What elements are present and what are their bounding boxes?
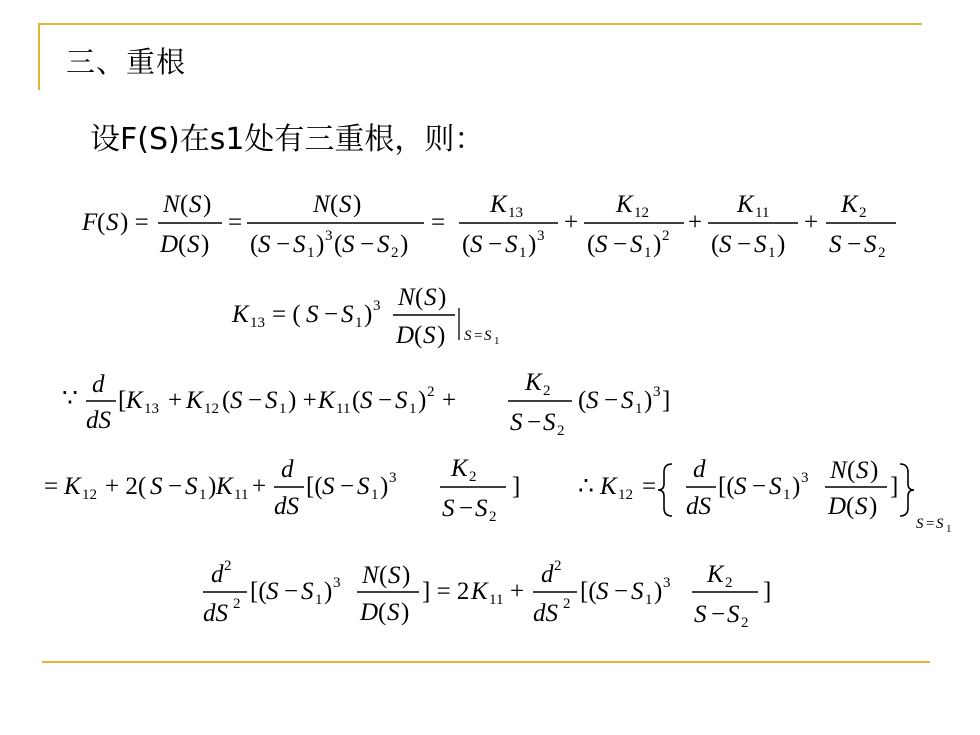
svg-text:K: K — [616, 191, 633, 218]
svg-text:(: ( — [846, 493, 855, 520]
svg-text:S: S — [339, 191, 352, 218]
svg-text:1: 1 — [768, 245, 776, 261]
formula-k12 — [0, 450, 980, 542]
svg-text:=: = — [474, 328, 483, 344]
svg-text:S: S — [185, 473, 198, 500]
svg-text:S: S — [230, 387, 243, 414]
svg-text:S: S — [769, 473, 782, 500]
svg-text:+: + — [804, 209, 819, 236]
svg-text:(: ( — [97, 209, 106, 236]
svg-text:(: ( — [330, 191, 339, 218]
svg-text:): ) — [208, 473, 217, 500]
svg-text:K: K — [186, 387, 203, 414]
svg-text:N: N — [163, 191, 180, 218]
svg-text:S: S — [187, 231, 200, 258]
svg-text:): ) — [402, 562, 411, 589]
svg-text:): ) — [418, 387, 427, 414]
svg-text:]: ] — [662, 387, 671, 414]
svg-text:K: K — [525, 369, 542, 396]
svg-text:S: S — [258, 231, 271, 258]
svg-text:1: 1 — [409, 401, 417, 417]
formula-f-expansion — [0, 180, 980, 270]
svg-text:(: ( — [180, 191, 189, 218]
svg-text:(: ( — [415, 284, 424, 311]
svg-text:=: = — [228, 209, 243, 236]
svg-text:(: ( — [578, 387, 587, 414]
svg-text:): ) — [528, 231, 537, 258]
svg-text:): ) — [380, 473, 389, 500]
svg-text:1: 1 — [371, 487, 379, 503]
svg-text:(: ( — [222, 387, 231, 414]
svg-text:S: S — [301, 578, 314, 605]
svg-text:(: ( — [352, 387, 361, 414]
svg-text:]: ] — [763, 578, 772, 605]
svg-text:S: S — [855, 493, 868, 520]
svg-text:S: S — [360, 387, 373, 414]
intro-text: 设F(S)在s1处有三重根，则： — [90, 122, 485, 157]
svg-text:): ) — [201, 231, 210, 258]
svg-text:1: 1 — [279, 401, 287, 417]
svg-text:12: 12 — [634, 205, 649, 221]
svg-text:): ) — [364, 301, 373, 328]
svg-text:[: [ — [118, 387, 127, 414]
svg-text:) +: ) + — [288, 387, 317, 414]
svg-text:1: 1 — [635, 401, 643, 417]
svg-text:−: − — [378, 387, 393, 414]
svg-text:2: 2 — [469, 469, 477, 485]
svg-text:S: S — [357, 473, 370, 500]
svg-text:1: 1 — [645, 592, 653, 608]
svg-text:K: K — [318, 387, 335, 414]
svg-text:=: = — [926, 516, 935, 532]
svg-text:2: 2 — [427, 384, 435, 400]
svg-text:1: 1 — [644, 245, 652, 261]
svg-text:+ 2(: + 2( — [105, 473, 147, 500]
svg-text:2: 2 — [662, 228, 670, 244]
svg-text:K: K — [471, 578, 488, 605]
svg-text:S: S — [342, 231, 355, 258]
svg-text:3: 3 — [373, 298, 381, 314]
svg-text:d: d — [92, 371, 105, 398]
svg-text:S: S — [423, 322, 436, 349]
svg-text:2: 2 — [391, 245, 399, 261]
svg-text:2: 2 — [725, 575, 733, 591]
svg-text:dS: dS — [686, 493, 711, 520]
svg-text:N: N — [830, 457, 847, 484]
svg-text:∴: ∴ — [578, 473, 594, 500]
svg-text:S: S — [293, 231, 306, 258]
formula-second-derivative — [0, 556, 980, 648]
svg-text:): ) — [653, 231, 662, 258]
svg-text:d: d — [541, 561, 554, 588]
svg-text:S: S — [388, 562, 401, 589]
svg-text:D: D — [396, 322, 415, 349]
svg-text:−: − — [360, 231, 375, 258]
svg-text:[(: [( — [718, 473, 735, 500]
svg-text:12: 12 — [82, 487, 97, 503]
svg-text:): ) — [401, 599, 410, 626]
svg-text:dS: dS — [86, 407, 111, 434]
svg-text:−: − — [711, 601, 726, 628]
svg-text:=: = — [44, 473, 59, 500]
svg-text:+: + — [510, 578, 525, 605]
svg-text:3: 3 — [801, 470, 809, 486]
svg-text:(: ( — [414, 322, 423, 349]
svg-text:−: − — [737, 231, 752, 258]
formula-derivative — [0, 368, 980, 446]
svg-text:S: S — [150, 473, 163, 500]
svg-text:13: 13 — [144, 401, 159, 417]
svg-text:) =: ) = — [120, 209, 149, 236]
svg-text:3: 3 — [333, 575, 341, 591]
svg-text:S: S — [621, 387, 634, 414]
svg-text:S: S — [306, 301, 319, 328]
svg-text:2: 2 — [554, 558, 562, 574]
svg-text:): ) — [324, 578, 333, 605]
svg-text:K: K — [490, 191, 507, 218]
svg-text:2: 2 — [741, 615, 749, 631]
svg-text:12: 12 — [618, 487, 633, 503]
svg-text:): ) — [438, 284, 447, 311]
svg-text:D: D — [360, 599, 379, 626]
svg-text:(: ( — [379, 562, 388, 589]
svg-text:[(: [( — [306, 473, 323, 500]
svg-text:−: − — [614, 578, 629, 605]
svg-text:D: D — [828, 493, 847, 520]
formula-k13 — [0, 278, 980, 353]
svg-text:1: 1 — [946, 523, 952, 535]
svg-text:S: S — [475, 495, 488, 522]
svg-text:S: S — [442, 495, 455, 522]
svg-text:1: 1 — [783, 487, 791, 503]
svg-text:]: ] — [512, 473, 521, 500]
svg-text:11: 11 — [755, 205, 770, 221]
svg-text:): ) — [316, 231, 325, 258]
svg-text:3: 3 — [537, 228, 545, 244]
svg-text:+: + — [168, 387, 183, 414]
svg-text:2: 2 — [563, 596, 571, 612]
svg-text:2: 2 — [878, 245, 886, 261]
svg-text:1: 1 — [519, 245, 527, 261]
svg-text:11: 11 — [234, 487, 249, 503]
svg-text:−: − — [168, 473, 183, 500]
slide-title: 三、重根 — [66, 45, 187, 79]
svg-text:=: = — [642, 473, 657, 500]
svg-text:S: S — [505, 231, 518, 258]
svg-text:F: F — [82, 209, 98, 236]
svg-text:∵: ∵ — [62, 385, 78, 412]
svg-text:1: 1 — [307, 245, 315, 261]
svg-text:S: S — [265, 387, 278, 414]
svg-text:): ) — [869, 493, 878, 520]
svg-text:[(: [( — [250, 578, 267, 605]
svg-text:S: S — [377, 231, 390, 258]
svg-text:S: S — [829, 231, 842, 258]
svg-text:2: 2 — [859, 205, 867, 221]
svg-text:−: − — [248, 387, 263, 414]
svg-text:): ) — [644, 387, 653, 414]
svg-text:(: ( — [250, 231, 259, 258]
svg-text:2: 2 — [557, 423, 565, 439]
svg-text:S: S — [464, 328, 472, 344]
svg-text:): ) — [654, 578, 663, 605]
svg-text:(: ( — [587, 231, 596, 258]
svg-text:S: S — [754, 231, 767, 258]
svg-text:S: S — [387, 599, 400, 626]
svg-text:): ) — [792, 473, 801, 500]
svg-text:): ) — [437, 322, 446, 349]
svg-text:1: 1 — [315, 592, 323, 608]
svg-text:11: 11 — [489, 592, 504, 608]
svg-text:S: S — [106, 209, 119, 236]
svg-text:−: − — [340, 473, 355, 500]
svg-text:): ) — [353, 191, 362, 218]
svg-text:): ) — [203, 191, 212, 218]
svg-text:3: 3 — [653, 384, 661, 400]
svg-text:S: S — [470, 231, 483, 258]
svg-text:−: − — [613, 231, 628, 258]
left-rule — [38, 23, 40, 90]
svg-text:): ) — [870, 457, 879, 484]
svg-text:3: 3 — [663, 575, 671, 591]
svg-text:−: − — [752, 473, 767, 500]
svg-text:(: ( — [178, 231, 187, 258]
svg-text:K: K — [126, 387, 143, 414]
svg-text:−: − — [276, 231, 291, 258]
svg-text:+: + — [252, 473, 267, 500]
svg-text:2: 2 — [543, 383, 551, 399]
svg-text:dS: dS — [274, 493, 299, 520]
svg-text:S: S — [596, 578, 609, 605]
svg-text:[(: [( — [580, 578, 597, 605]
svg-text:S: S — [395, 387, 408, 414]
svg-text:K: K — [451, 455, 468, 482]
svg-text:−: − — [284, 578, 299, 605]
svg-text:N: N — [398, 284, 415, 311]
svg-text:S: S — [916, 516, 924, 532]
svg-text:S: S — [341, 301, 354, 328]
svg-text:−: − — [527, 409, 542, 436]
svg-text:(: ( — [334, 231, 343, 258]
svg-text:= (: = ( — [272, 301, 301, 328]
svg-text:(: ( — [462, 231, 471, 258]
svg-text:S: S — [510, 409, 523, 436]
svg-text:S: S — [631, 578, 644, 605]
svg-text:S: S — [719, 231, 732, 258]
svg-text:K: K — [600, 473, 617, 500]
svg-text:+: + — [688, 209, 703, 236]
top-rule — [38, 23, 922, 25]
svg-text:(: ( — [711, 231, 720, 258]
svg-text:K: K — [737, 191, 754, 218]
svg-text:−: − — [847, 231, 862, 258]
svg-text:]: ] — [890, 473, 899, 500]
svg-text:dS: dS — [533, 600, 558, 627]
svg-text:d: d — [281, 456, 294, 483]
svg-text:K: K — [64, 473, 81, 500]
svg-text:12: 12 — [204, 401, 219, 417]
svg-text:+: + — [442, 387, 457, 414]
svg-text:K: K — [232, 301, 249, 328]
svg-text:): ) — [777, 231, 786, 258]
svg-text:dS: dS — [203, 600, 228, 627]
svg-text:−: − — [324, 301, 339, 328]
svg-text:S: S — [484, 328, 492, 344]
svg-text:S: S — [727, 601, 740, 628]
svg-text:3: 3 — [389, 470, 397, 486]
svg-text:S: S — [586, 387, 599, 414]
svg-text:S: S — [856, 457, 869, 484]
svg-text:−: − — [604, 387, 619, 414]
svg-text:2: 2 — [224, 558, 232, 574]
svg-text:d: d — [693, 456, 706, 483]
svg-text:11: 11 — [336, 401, 351, 417]
svg-text:2: 2 — [233, 596, 241, 612]
svg-text:1: 1 — [494, 335, 500, 347]
svg-text:1: 1 — [199, 487, 207, 503]
svg-text:S: S — [734, 473, 747, 500]
svg-text:(: ( — [847, 457, 856, 484]
svg-text:] = 2: ] = 2 — [422, 578, 470, 605]
bottom-rule — [42, 661, 930, 663]
svg-text:(: ( — [378, 599, 387, 626]
svg-text:K: K — [216, 473, 233, 500]
svg-text:S: S — [694, 601, 707, 628]
svg-text:N: N — [313, 191, 330, 218]
svg-text:S: S — [936, 516, 944, 532]
svg-text:K: K — [707, 561, 724, 588]
svg-text:S: S — [322, 473, 335, 500]
svg-text:D: D — [160, 231, 179, 258]
svg-text:S: S — [266, 578, 279, 605]
svg-text:+: + — [564, 209, 579, 236]
svg-text:2: 2 — [489, 509, 497, 525]
svg-text:=: = — [431, 209, 446, 236]
svg-text:N: N — [362, 562, 379, 589]
svg-text:K: K — [841, 191, 858, 218]
svg-text:−: − — [488, 231, 503, 258]
svg-text:S: S — [424, 284, 437, 311]
svg-text:−: − — [459, 495, 474, 522]
svg-text:13: 13 — [508, 205, 523, 221]
svg-text:S: S — [864, 231, 877, 258]
svg-text:S: S — [630, 231, 643, 258]
svg-text:S: S — [189, 191, 202, 218]
svg-text:3: 3 — [325, 228, 333, 244]
svg-text:): ) — [400, 231, 409, 258]
svg-text:1: 1 — [355, 315, 363, 331]
svg-text:d: d — [211, 561, 224, 588]
svg-text:13: 13 — [250, 315, 265, 331]
svg-text:S: S — [543, 409, 556, 436]
svg-text:S: S — [595, 231, 608, 258]
